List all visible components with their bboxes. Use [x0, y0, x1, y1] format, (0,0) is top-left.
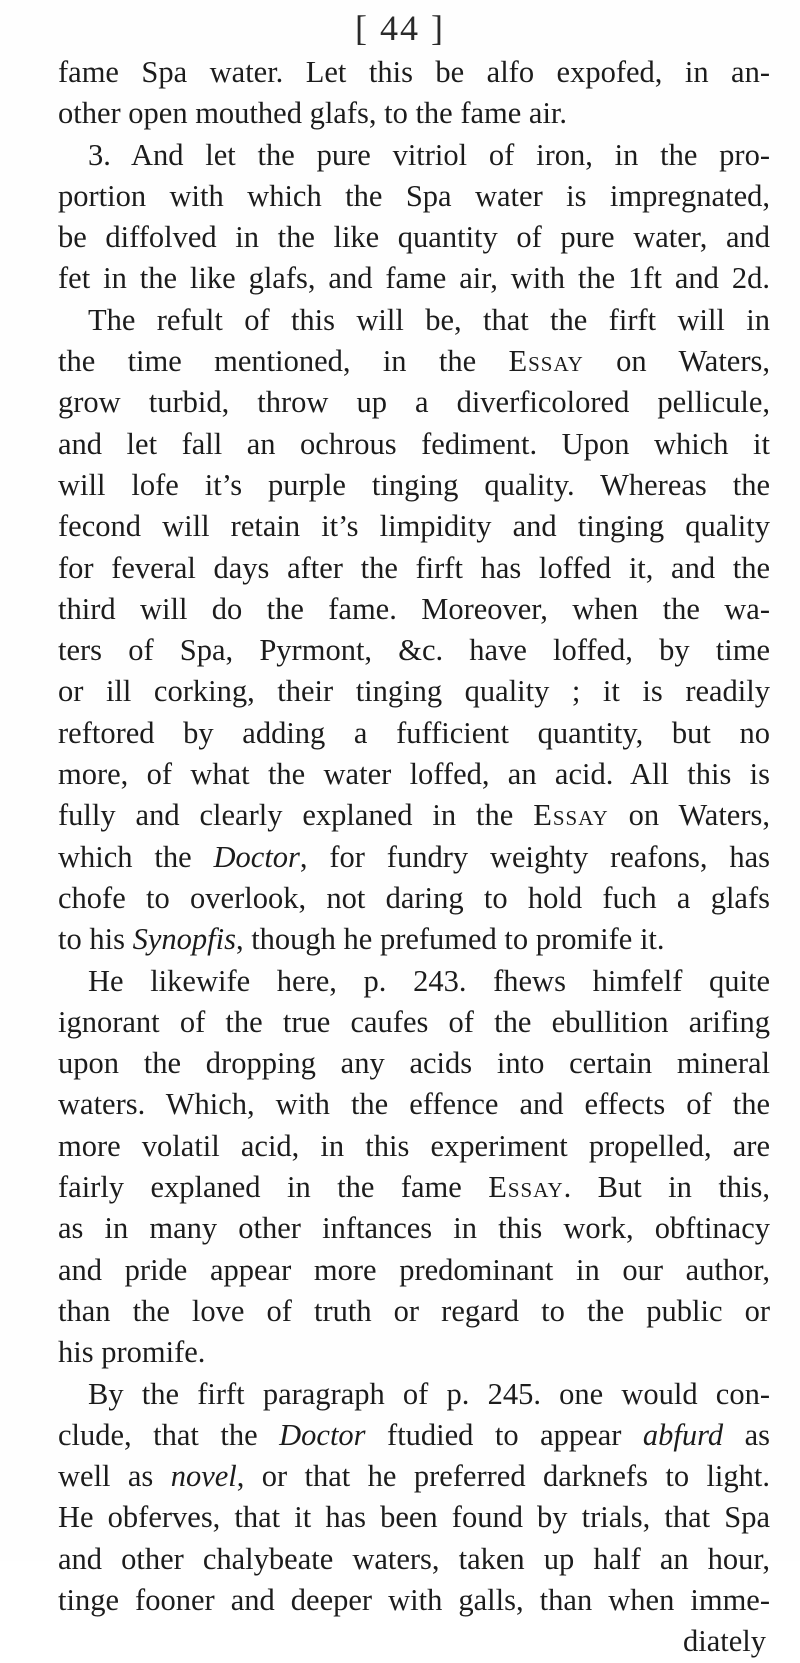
text-line: portion with which the Spa water is impregnated,: [58, 178, 770, 213]
text-line: third will do the fame. Moreover, when the wa-: [58, 591, 770, 626]
italic-term: Doctor: [279, 1417, 366, 1452]
essay-reference: Essay: [533, 798, 609, 833]
text-line: upon the dropping any acids into certain mineral: [58, 1046, 770, 1081]
text-line: than the love of truth or regard to the public or: [58, 1293, 770, 1328]
text-span: clude, that the: [58, 1417, 280, 1452]
text-span: , though he prefumed to promife it.: [235, 922, 665, 957]
essay-reference: Essay: [488, 1170, 564, 1205]
text-line: The refult of this will be, that the firft will in: [88, 302, 770, 337]
text-line: and let fall an ochrous fediment. Upon which it: [58, 426, 770, 461]
text-line: other open mouthed glafs, to the fame air.: [58, 96, 568, 131]
text-line: reftored by adding a fufficient quantity, but no: [58, 715, 770, 750]
text-span: on Waters,: [608, 798, 770, 833]
text-line: and pride appear more predominant in our author,: [58, 1252, 770, 1287]
italic-term: abfurd: [642, 1417, 724, 1452]
text-span: on Waters,: [583, 344, 770, 379]
text-line: fecond will retain it’s limpidity and tinging quality: [58, 509, 770, 544]
text-span: well as: [58, 1459, 171, 1494]
text-line: will lofe it’s purple tinging quality. Whereas the: [58, 467, 770, 502]
italic-term: novel: [170, 1459, 237, 1494]
text-line: 3. And let the pure vitriol of iron, in the pro-: [88, 137, 770, 172]
text-line: more, of what the water loffed, an acid. All this is: [58, 757, 770, 792]
text-line: ignorant of the true caufes of the ebullition arifing: [58, 1004, 770, 1039]
page-number: [ 44 ]: [355, 8, 445, 48]
text-line: diately: [683, 1624, 766, 1659]
text-span: fully and clearly explaned in the: [58, 798, 534, 833]
text-line: [58, 795, 770, 836]
text-span: to his: [58, 922, 133, 957]
text-line: [58, 1456, 770, 1497]
text-line: more volatil acid, in this experiment propelled, are: [58, 1128, 770, 1163]
text-line: or ill corking, their tinging quality ; it is readily: [58, 674, 770, 709]
text-line: as in many other inftances in this work, obftinacy: [58, 1211, 770, 1246]
text-line: He likewife here, p. 243. fhews himfelf quite: [88, 963, 770, 998]
text-line: fet in the like glafs, and fame air, with the 1ft and 2d.: [58, 261, 770, 296]
text-span: which the: [58, 839, 214, 874]
text-line: [58, 919, 770, 960]
text-span: . But in this,: [563, 1170, 770, 1205]
text-line: chofe to overlook, not daring to hold fuch a glafs: [58, 880, 770, 915]
text-line: for feveral days after the firft has loffed it, and the: [58, 550, 770, 585]
text-span: ftudied to appear: [365, 1417, 643, 1452]
text-span: the time mentioned, in the: [58, 344, 509, 379]
text-line: tinge fooner and deeper with galls, than when imme-: [58, 1582, 770, 1617]
text-line: [58, 1415, 770, 1456]
text-line: [58, 837, 770, 878]
text-line: waters. Which, with the effence and effects of the: [58, 1087, 770, 1122]
essay-reference: Essay: [508, 344, 584, 379]
text-span: as: [723, 1417, 770, 1452]
text-line: [58, 1167, 770, 1208]
text-line: He obferves, that it has been found by trials, that Spa: [58, 1500, 770, 1535]
text-line: By the firft paragraph of p. 245. one would con-: [88, 1376, 770, 1411]
text-line: fame Spa water. Let this be alfo expofed, in an-: [58, 55, 770, 89]
body-text: [58, 52, 770, 1663]
italic-term: Doctor: [213, 839, 300, 874]
text-line: his promife.: [58, 1335, 206, 1370]
text-line: and other chalybeate waters, taken up half an hour,: [58, 1541, 770, 1576]
text-line: be diffolved in the like quantity of pure water, and: [58, 220, 770, 255]
italic-term: Synopfis: [132, 922, 236, 957]
text-line: [58, 341, 770, 382]
text-line: grow turbid, throw up a diverficolored pellicule,: [58, 385, 770, 420]
text-span: , or that he preferred darknefs to light.: [236, 1459, 770, 1494]
text-line: ters of Spa, Pyrmont, &c. have loffed, by time: [58, 633, 770, 668]
text-span: , for fundry weighty reafons, has: [299, 839, 770, 874]
text-span: fairly explaned in the fame: [58, 1170, 489, 1205]
